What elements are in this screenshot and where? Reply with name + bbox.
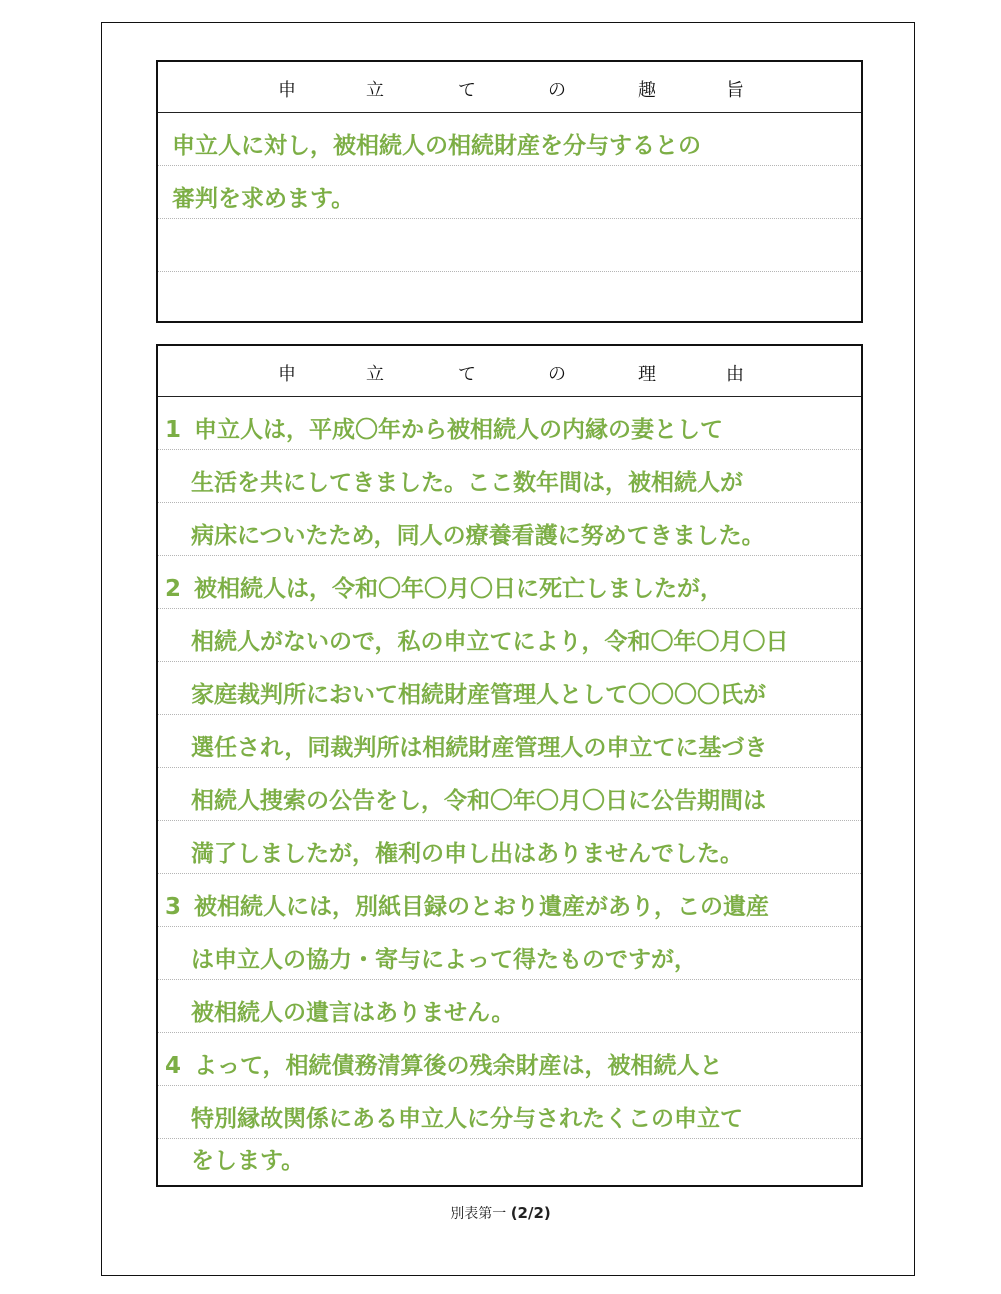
purpose-line: 申立人に対し，被相続人の相続財産を分与するとの xyxy=(172,133,701,159)
purpose-heading xyxy=(158,62,861,113)
purpose-heading-char: 申 xyxy=(278,80,296,101)
purpose-heading-char: て xyxy=(458,80,476,101)
item-number: 1 xyxy=(165,417,182,443)
reason-heading-char: 申 xyxy=(278,364,296,385)
reason-heading-char: の xyxy=(548,364,566,385)
reason-heading-char: 立 xyxy=(366,364,384,385)
purpose-heading-char: の xyxy=(548,80,566,101)
reason-line: 家庭裁判所において相続財産管理人として〇〇〇〇氏が xyxy=(191,682,766,708)
reason-box xyxy=(156,344,863,1187)
purpose-heading-char: 旨 xyxy=(726,80,744,101)
item-number: 2 xyxy=(165,576,182,602)
reason-heading-char: て xyxy=(458,364,476,385)
purpose-heading-char: 立 xyxy=(366,80,384,101)
reason-line: 病床についたため，同人の療養看護に努めてきました。 xyxy=(191,523,765,549)
ruled-line xyxy=(158,271,861,324)
item-number: 4 xyxy=(165,1053,182,1079)
reason-line: 相続人がないので，私の申立てにより，令和〇年〇月〇日 xyxy=(191,629,789,655)
reason-line: は申立人の協力・寄与によって得たものですが， xyxy=(191,947,697,973)
purpose-box xyxy=(156,60,863,323)
reason-line: 2 被相続人は，令和〇年〇月〇日に死亡しましたが， xyxy=(158,563,861,616)
reason-line: 3 被相続人には，別紙目録のとおり遺産があり，この遺産 xyxy=(158,881,861,934)
item-number: 3 xyxy=(165,894,182,920)
reason-line: 相続人捜索の公告をし，令和〇年〇月〇日に公告期間は xyxy=(191,788,766,814)
reason-line: 1 申立人は，平成〇年から被相続人の内縁の妻として xyxy=(158,404,861,457)
ruled-line xyxy=(158,218,861,272)
page-number: (2/2) xyxy=(510,1204,551,1222)
reason-line: 特別縁故関係にある申立人に分与されたくこの申立て xyxy=(191,1106,743,1132)
purpose-heading-char: 趣 xyxy=(638,80,656,101)
purpose-line: 審判を求めます。 xyxy=(172,186,355,212)
reason-heading-char: 理 xyxy=(638,364,656,385)
reason-line: 生活を共にしてきました。ここ数年間は，被相続人が xyxy=(191,470,743,496)
reason-heading xyxy=(158,346,861,397)
reason-line: をします。 xyxy=(191,1148,305,1174)
reason-heading-char: 由 xyxy=(726,364,744,385)
page-footer xyxy=(0,1203,1001,1223)
reason-line: 選任され，同裁判所は相続財産管理人の申立てに基づき xyxy=(191,735,768,761)
footer-label: 別表第一 xyxy=(450,1206,507,1222)
reason-line: 満了しましたが，権利の申し出はありませんでした。 xyxy=(191,841,743,867)
reason-line: 被相続人の遺言はありません。 xyxy=(191,1000,515,1026)
reason-line: 4 よって，相続債務清算後の残余財産は，被相続人と xyxy=(158,1040,861,1093)
